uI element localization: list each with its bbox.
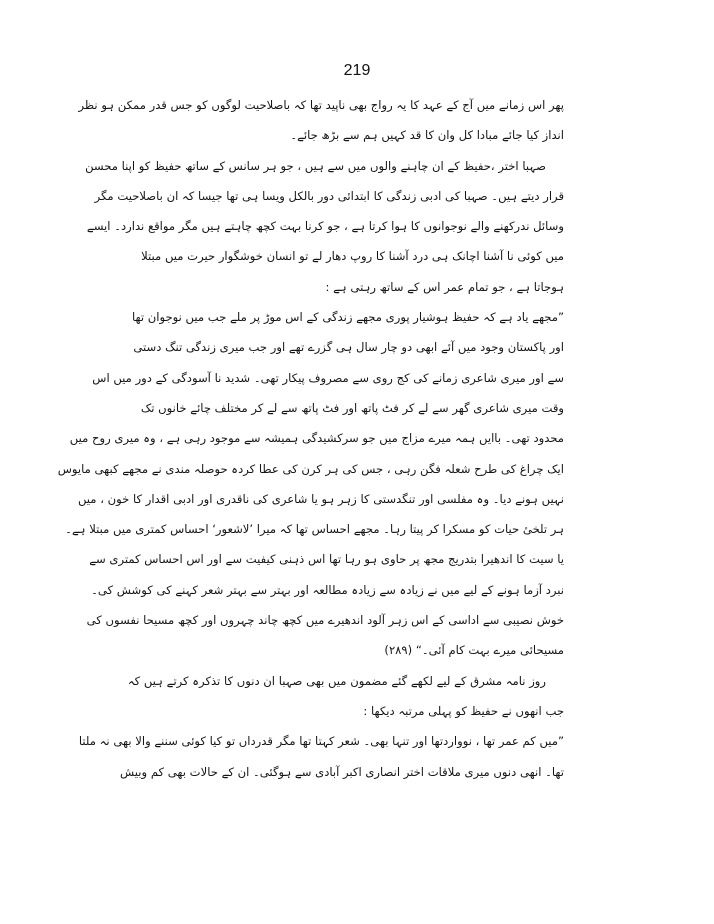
text-line: خوش نصیبی سے اداسی کے اس زہر آلود اندھیرے میں کچھ چاند چہروں اور کچھ مسیحا نفسوں کی: [86, 613, 564, 628]
text-line: میں کوئی نا آشنا اچانک ہی درد آشنا کا روپ دھار لے تو انسان خوشگوار حیرت میں مبتلا: [141, 249, 564, 264]
text-line: یا سیت کا اندھیرا بتدریج مجھ پر حاوی ہو رہا تھا اس ذہنی کیفیت سے اور اس احساس کمتری سے: [89, 552, 564, 567]
page-number: 219: [343, 62, 371, 79]
text-line: اور پاکستان وجود میں آئے ابھی دو چار سال ہی گزرے تھے اور جب میری زندگی تنگ دستی: [133, 340, 564, 355]
text-line: وقت میری شاعری گھر سے لے کر فٹ پاتھ اور فٹ پاتھ سے لے کر مختلف چائے خانوں تک: [140, 400, 564, 415]
body-text: [57, 90, 564, 787]
text-line: محدود تھی۔ باایں ہمہ میرے مزاج میں جو سرکشیدگی ہمیشہ سے موجود رہی ہے ، وہ میری روح میں: [69, 431, 564, 446]
text-line: جب انھوں نے حفیظ کو پہلی مرتبہ دیکھا :: [363, 703, 564, 718]
text-line: ہر تلخیٔ حیات کو مسکرا کر پیتا رہا۔ مجھے احساس تھا کہ میرا ’لاشعور‘ احساس کمتری میں مبتلا ہے۔: [65, 522, 564, 537]
text-line: قرار دیتے ہیں۔ صہبا کی ادبی زندگی کا ابتدائی دور بالکل ویسا ہی تھا جیسا کہ ان باصلاحیت مگر: [94, 188, 564, 203]
text-line: صہبا اختر ،حفیظ کے ان چاہنے والوں میں سے ہیں ، جو ہر سانس کے ساتھ حفیظ کو اپنا محسن: [85, 158, 546, 173]
text-line: نبرد آزما ہونے کے لیے میں نے زیادہ سے زیادہ مطالعہ اور بہتر سے بہتر شعر کہنے کی کوشش کی۔: [91, 582, 564, 597]
text-line: پھر اس زمانے میں آج کے عہد کا یہ رواج بھی ناپید تھا کہ باصلاحیت لوگوں کو جس قدر ممکن ہو نظر: [78, 98, 564, 112]
text-line: ”مجھے یاد ہے کہ حفیظ ہوشیار پوری مجھے زندگی کے اس موڑ پر ملے جب میں نوجوان تھا: [131, 310, 564, 325]
text-line: تھا۔ انھی دنوں میری ملاقات اختر انصاری اکبر آبادی سے ہوگئی۔ ان کے حالات بھی کم وبیش: [120, 764, 564, 779]
text-line: ایک چراغ کی طرح شعلہ فگن رہی ، جس کی ہر کرن کی عطا کردہ حوصلہ مندی نے مجھے کبھی مایوس: [57, 461, 564, 476]
text-line: ہوجاتا ہے ، جو تمام عمر اس کے ساتھ رہتی ہے :: [325, 279, 564, 294]
text-line: نہیں ہونے دیا۔ وہ مفلسی اور تنگدستی کا زہر ہو یا شاعری کی ناقدری اور ادبی اقدار کا خون ، میں: [77, 491, 564, 506]
text-line: سے اور میری شاعری زمانے کی کج روی سے مصروف پیکار تھی۔ شدید نا آسودگی کے دور میں اس: [92, 370, 564, 385]
text-line: ”میں کم عمر تھا ، نوواردتھا اور تنہا بھی۔ شعر کہتا تھا مگر قدرداں تو کیا کوئی سننے والا بھی نہ ملتا: [78, 734, 564, 749]
text-line: مسیحائی میرے بہت کام آئی۔“ (۲۸۹): [384, 643, 564, 658]
text-line: روز نامہ مشرق کے لیے لکھے گئے مضمون میں بھی صہبا ان دنوں کا تذکرہ کرتے ہیں کہ: [127, 673, 546, 688]
text-line: وسائل ندرکھنے والے نوجوانوں کا ہوا کرتا ہے ، جو کرنا بہت کچھ چاہتے ہیں مگر مواقع ندارد۔ ایسے: [86, 219, 564, 234]
text-line: انداز کیا جائے مبادا کل وان کا قد کہیں ہم سے بڑھ جائے۔: [290, 128, 564, 143]
